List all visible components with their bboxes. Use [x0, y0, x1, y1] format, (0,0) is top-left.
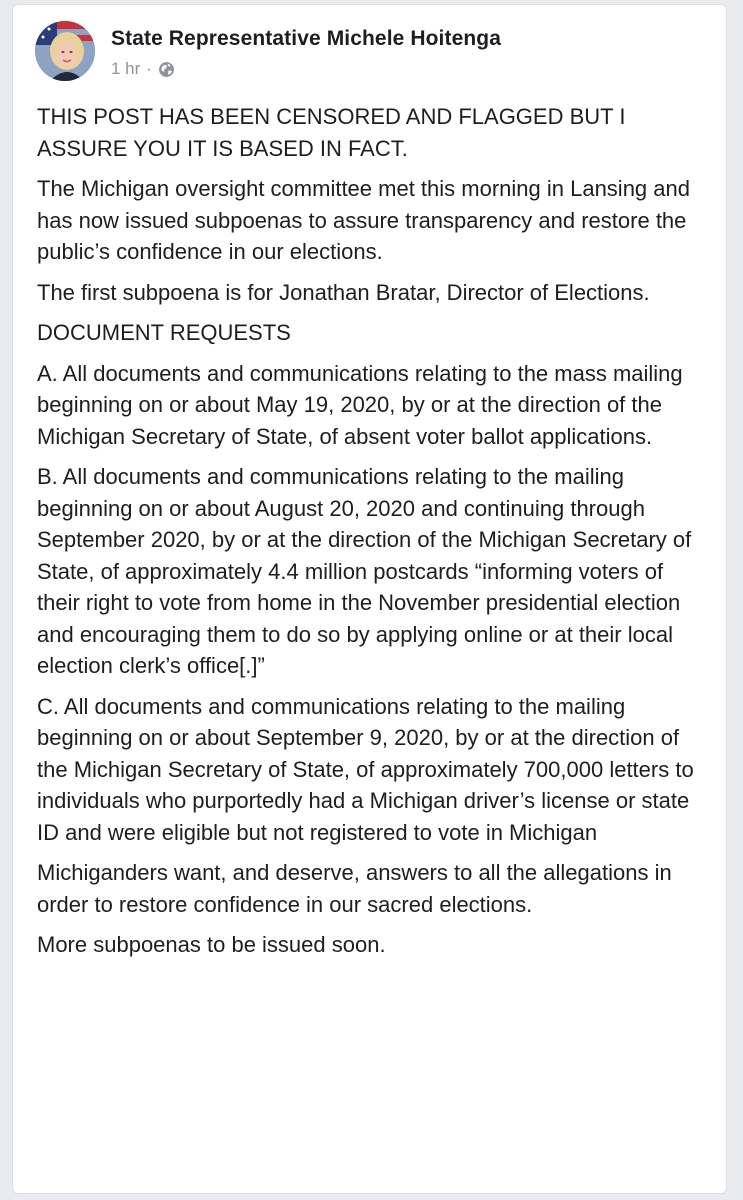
post-paragraph-2: The Michigan oversight committee met this morning in Lansing and has now issued subpoenas to assure transparency and restore the public’s confidence in our elections. [37, 176, 690, 264]
post-time[interactable]: 1 hr [111, 59, 141, 78]
globe-icon[interactable] [158, 61, 175, 78]
post-paragraph-4: DOCUMENT REQUESTS [37, 320, 291, 345]
post-body [37, 101, 707, 970]
avatar[interactable] [35, 21, 95, 81]
meta-separator: · [146, 59, 152, 78]
post-header [35, 21, 715, 85]
author-name[interactable]: State Representative Michele Hoitenga [111, 27, 501, 50]
post-meta [111, 59, 175, 79]
post-paragraph-9: More subpoenas to be issued soon. [37, 932, 386, 957]
post-paragraph-3: The first subpoena is for Jonathan Bratar, Director of Elections. [37, 279, 650, 305]
post-paragraph-6: B. All documents and communications relating to the mailing beginning on or about August 20, 2020 and continuing through September 2020, by or at the direction of the Michigan Secretary of State, of approximately 4.4 million postcards “informing voters of their right to vote from home in the November presidential election and encouraging them to do so by applying online or at their local election clerk’s office[.]” [37, 464, 692, 678]
post-paragraph-8: Michiganders want, and deserve, answers to all the allegations in order to restore confidence in our sacred elections. [37, 860, 672, 917]
post-paragraph-7: C. All documents and communications relating to the mailing beginning on or about September 9, 2020, by or at the direction of the Michigan Secretary of State, of approximately 700,000 letters to individuals who purportedly had a Michigan driver’s license or state ID and were eligible but not registered to vote in Michigan [37, 693, 694, 845]
avatar-image [35, 21, 95, 81]
post-paragraph-1: THIS POST HAS BEEN CENSORED AND FLAGGED BUT I ASSURE YOU IT IS BASED IN FACT. [37, 104, 626, 161]
post-card [12, 4, 727, 1194]
post-paragraph-5: A. All documents and communications relating to the mass mailing beginning on or about May 19, 2020, by or at the direction of the Michigan Secretary of State, of absent voter ballot applications. [37, 360, 683, 449]
